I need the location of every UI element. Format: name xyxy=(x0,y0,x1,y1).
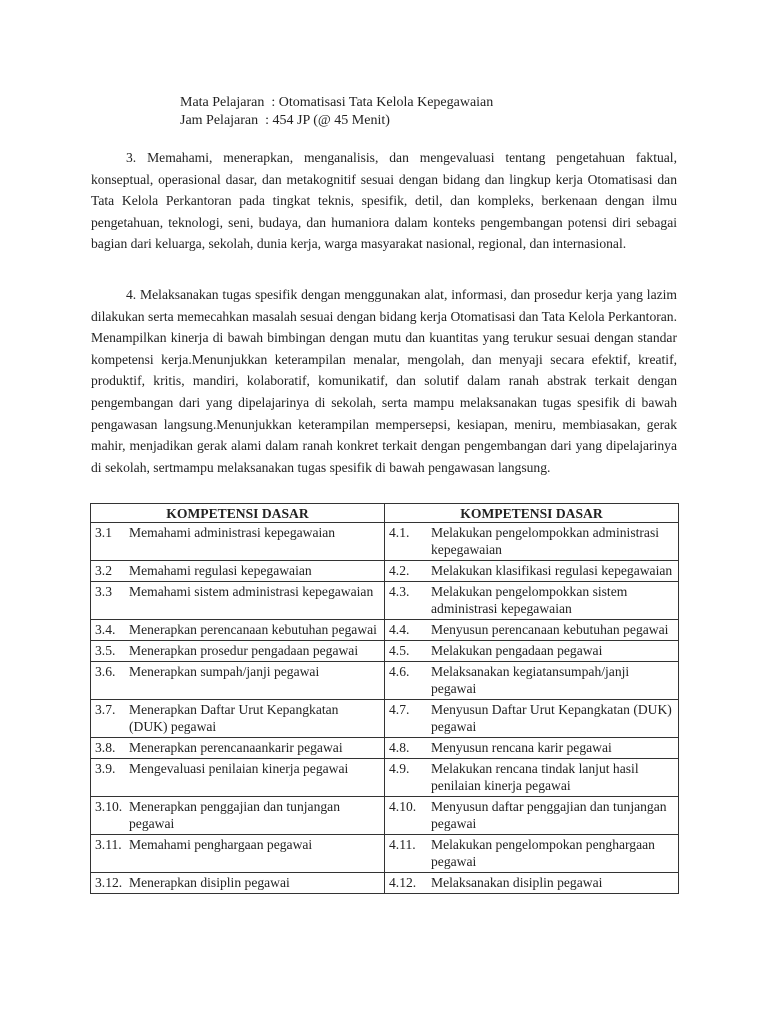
left-number: 3.9. xyxy=(95,761,116,776)
right-cell xyxy=(385,759,679,797)
right-number: 4.1. xyxy=(389,525,410,540)
table-header-row xyxy=(91,504,679,523)
right-text: Melakukan pengelompokkan sistem administrasi kepegawaian xyxy=(431,584,628,616)
left-text: Menerapkan penggajian dan tunjangan pegawai xyxy=(129,799,341,831)
table-body xyxy=(91,523,679,894)
left-cell xyxy=(91,523,385,561)
left-text: Mengevaluasi penilaian kinerja pegawai xyxy=(129,761,349,776)
right-text: Menyusun perencanaan kebutuhan pegawai xyxy=(431,622,669,637)
left-number: 3.2 xyxy=(95,563,112,578)
right-text: Menyusun rencana karir pegawai xyxy=(431,740,612,755)
left-cell xyxy=(91,582,385,620)
left-cell xyxy=(91,759,385,797)
right-cell xyxy=(385,561,679,582)
left-number: 3.12. xyxy=(95,875,123,890)
left-text: Memahami sistem administrasi kepegawaian xyxy=(129,584,374,599)
left-number: 3.6. xyxy=(95,664,116,679)
table-row xyxy=(91,582,679,620)
right-text: Menyusun Daftar Urut Kepangkatan (DUK) pegawai xyxy=(431,702,672,734)
column-header-left: KOMPETENSI DASAR xyxy=(91,504,385,523)
left-number: 3.7. xyxy=(95,702,116,717)
right-cell xyxy=(385,797,679,835)
right-text: Melakukan pengelompokkan administrasi kepegawaian xyxy=(431,525,660,557)
left-number: 3.1 xyxy=(95,525,112,540)
right-cell xyxy=(385,873,679,894)
left-text: Menerapkan perencanaan kebutuhan pegawai xyxy=(129,622,377,637)
right-number: 4.3. xyxy=(389,584,410,599)
right-text: Melaksanakan disiplin pegawai xyxy=(431,875,603,890)
right-text: Melakukan pengelompokan penghargaan pegawai xyxy=(431,837,655,869)
right-cell xyxy=(385,582,679,620)
right-text: Menyusun daftar penggajian dan tunjangan pegawai xyxy=(431,799,667,831)
table-row xyxy=(91,561,679,582)
table-row xyxy=(91,759,679,797)
right-cell xyxy=(385,523,679,561)
right-number: 4.10. xyxy=(389,799,417,814)
table-row xyxy=(91,523,679,561)
subject-line: Mata Pelajaran : Otomatisasi Tata Kelola Kepegawaian xyxy=(180,95,494,110)
left-number: 3.10. xyxy=(95,799,123,814)
hours-line: Jam Pelajaran : 454 JP (@ 45 Menit) xyxy=(180,113,390,128)
right-cell xyxy=(385,641,679,662)
left-text: Memahami penghargaan pegawai xyxy=(129,837,313,852)
right-number: 4.2. xyxy=(389,563,410,578)
table-row xyxy=(91,662,679,700)
left-cell xyxy=(91,835,385,873)
paragraph-3: 3. Memahami, menerapkan, menganalisis, dan mengevaluasi tentang pengetahuan faktual, konseptual, operasional dasar, dan metakognitif sesuai dengan bidang dan lingkup kerja Otomatisasi dan Tata Kelola Perkantoran pada tingkat teknis, spesifik, detil, dan kompleks, berkenaan dengan ilmu pengetahuan, teknologi, seni, budaya, dan humaniora dalam konteks pengembangan potensi diri sebagai bagian dari keluarga, sekolah, dunia kerja, warga masyarakat nasional, regional, dan internasional. xyxy=(91,150,677,252)
left-cell xyxy=(91,620,385,641)
table-row xyxy=(91,738,679,759)
table-row xyxy=(91,620,679,641)
right-cell xyxy=(385,620,679,641)
left-cell xyxy=(91,873,385,894)
table-row xyxy=(91,700,679,738)
left-text: Menerapkan prosedur pengadaan pegawai xyxy=(129,643,359,658)
right-number: 4.11. xyxy=(389,837,416,852)
left-number: 3.5. xyxy=(95,643,116,658)
left-cell xyxy=(91,641,385,662)
left-text: Menerapkan sumpah/janji pegawai xyxy=(129,664,320,679)
right-number: 4.8. xyxy=(389,740,410,755)
left-cell xyxy=(91,662,385,700)
left-cell xyxy=(91,700,385,738)
left-cell xyxy=(91,561,385,582)
left-number: 3.8. xyxy=(95,740,116,755)
right-cell xyxy=(385,738,679,759)
left-text: Memahami regulasi kepegawaian xyxy=(129,563,312,578)
right-text: Melakukan klasifikasi regulasi kepegawaian xyxy=(431,563,673,578)
left-number: 3.11. xyxy=(95,837,122,852)
left-cell xyxy=(91,797,385,835)
right-text: Melakukan pengadaan pegawai xyxy=(431,643,603,658)
right-number: 4.9. xyxy=(389,761,410,776)
table-row xyxy=(91,641,679,662)
left-cell xyxy=(91,738,385,759)
column-header-right: KOMPETENSI DASAR xyxy=(385,504,679,523)
right-number: 4.6. xyxy=(389,664,410,679)
left-number: 3.3 xyxy=(95,584,112,599)
left-text: Menerapkan Daftar Urut Kepangkatan (DUK) pegawai xyxy=(129,702,339,734)
right-number: 4.7. xyxy=(389,702,410,717)
right-number: 4.5. xyxy=(389,643,410,658)
left-text: Menerapkan disiplin pegawai xyxy=(129,875,290,890)
table-row xyxy=(91,835,679,873)
right-text: Melakukan rencana tindak lanjut hasil penilaian kinerja pegawai xyxy=(431,761,639,793)
left-number: 3.4. xyxy=(95,622,116,637)
left-text: Memahami administrasi kepegawaian xyxy=(129,525,336,540)
right-number: 4.12. xyxy=(389,875,417,890)
table-row xyxy=(91,797,679,835)
left-text: Menerapkan perencanaankarir pegawai xyxy=(129,740,343,755)
document-header xyxy=(180,94,493,130)
right-cell xyxy=(385,835,679,873)
right-cell xyxy=(385,700,679,738)
table-row xyxy=(91,873,679,894)
right-number: 4.4. xyxy=(389,622,410,637)
paragraph-4: 4. Melaksanakan tugas spesifik dengan menggunakan alat, informasi, dan prosedur kerja yang lazim dilakukan serta memecahkan masalah sesuai dengan bidang kerja Otomatisasi dan Tata Kelola Perkantoran. Menampilkan kinerja di bawah bimbingan dengan mutu dan kuantitas yang terukur sesuai dengan standar kompetensi kerja.Menunjukkan keterampilan menalar, mengolah, dan menyaji secara efektif, kreatif, produktif, kritis, mandiri, kolaboratif, komunikatif, dan solutif dalam ranah abstrak terkait dengan pengembangan dari yang dipelajarinya di sekolah, serta mampu melaksanakan tugas spesifik di bawah pengawasan langsung.Menunjukkan keterampilan mempersepsi, kesiapan, meniru, membiasakan, gerak mahir, menjadikan gerak alami dalam ranah konkret terkait dengan pengembangan dari yang dipelajarinya di sekolah, sertmampu melaksanakan tugas spesifik di bawah pengawasan langsung. xyxy=(91,287,677,475)
right-text: Melaksanakan kegiatansumpah/janji pegawai xyxy=(431,664,630,696)
right-cell xyxy=(385,662,679,700)
competency-table xyxy=(90,503,679,894)
